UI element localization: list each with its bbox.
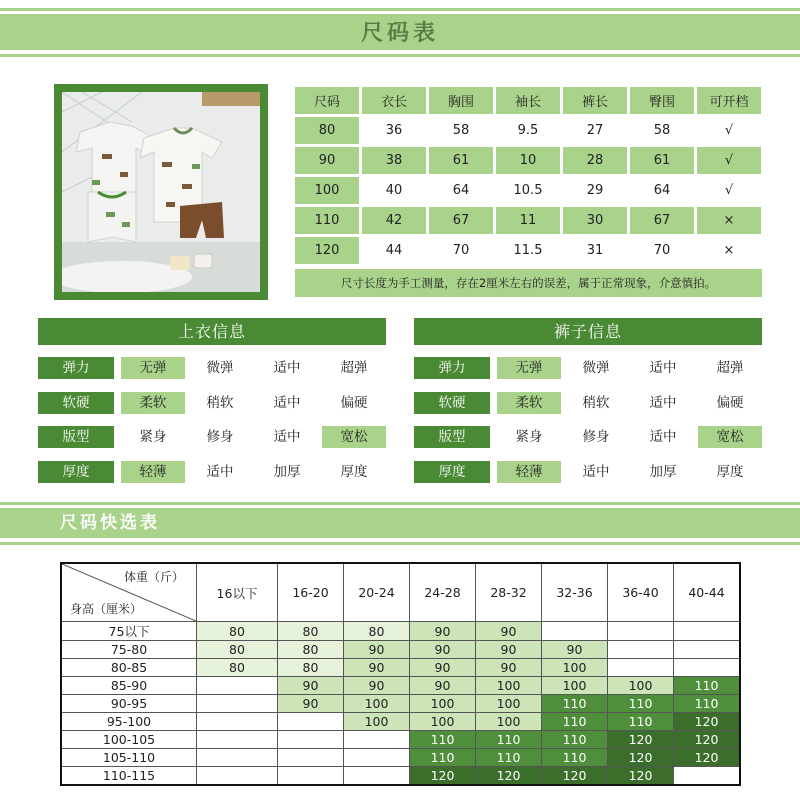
weight-header: 20-24 (344, 563, 410, 622)
table-row (295, 147, 761, 174)
table-cell: 9.5 (496, 117, 560, 144)
table-cell: 30 (563, 207, 627, 234)
header-cell: 衣长 (362, 87, 426, 114)
header-cell: 可开档 (697, 87, 761, 114)
table-cell: 67 (429, 207, 493, 234)
info-option: 适中 (649, 429, 677, 445)
size-cell: 90 (278, 695, 344, 713)
table-cell: 40 (362, 177, 426, 204)
quick-row (61, 713, 740, 731)
quick-row (61, 622, 740, 641)
size-cell: 120 (542, 767, 608, 786)
info-option: 紧身 (515, 429, 543, 445)
table-cell: 11.5 (496, 237, 560, 264)
size-cell: 90 (476, 641, 542, 659)
size-cell (542, 622, 608, 641)
table-cell: 44 (362, 237, 426, 264)
table-cell: × (697, 237, 761, 264)
size-cell: 100 (344, 713, 410, 731)
weight-header: 24-28 (410, 563, 476, 622)
product-photo-illustration (62, 92, 260, 292)
size-cell: 110 (410, 731, 476, 749)
size-cell: 100 (542, 677, 608, 695)
table-cell: 58 (630, 117, 694, 144)
quick-row (61, 641, 740, 659)
size-cell: 100 (476, 677, 542, 695)
size-cell (674, 659, 741, 677)
info-label: 软硬 (38, 392, 114, 414)
size-cell: 110 (542, 695, 608, 713)
size-cell: 120 (674, 749, 741, 767)
info-option: 适中 (582, 464, 610, 480)
banner-bottom-line (0, 54, 800, 57)
table-cell: 42 (362, 207, 426, 234)
size-cell: 110 (476, 749, 542, 767)
size-cell: 120 (410, 767, 476, 786)
size-cell (674, 767, 741, 786)
height-axis-label: 身高（厘米） (70, 602, 143, 616)
height-range-cell: 110-115 (61, 767, 197, 786)
size-cell: 100 (410, 713, 476, 731)
info-label: 版型 (414, 426, 490, 448)
size-cell: 90 (476, 622, 542, 641)
table-cell: 36 (362, 117, 426, 144)
table-cell: 10 (496, 147, 560, 174)
weight-axis-label: 体重（斤） (123, 570, 184, 584)
size-table-header (295, 87, 761, 114)
info-label: 厚度 (38, 461, 114, 483)
weight-header: 16-20 (278, 563, 344, 622)
table-cell: √ (697, 147, 761, 174)
size-cell (278, 731, 344, 749)
weight-header: 40-44 (674, 563, 741, 622)
table-cell: 120 (295, 237, 359, 264)
info-option-selected: 无弹 (121, 357, 185, 379)
size-cell: 80 (197, 659, 278, 677)
header-cell: 尺码 (295, 87, 359, 114)
quick-header-row (61, 563, 740, 622)
info-option: 厚度 (340, 464, 368, 480)
size-cell: 120 (608, 767, 674, 786)
size-cell (197, 749, 278, 767)
info-option: 加厚 (649, 464, 677, 480)
info-label: 版型 (38, 426, 114, 448)
info-option: 超弹 (340, 360, 368, 376)
table-cell: 61 (630, 147, 694, 174)
height-range-cell: 95-100 (61, 713, 197, 731)
size-cell (197, 677, 278, 695)
size-cell: 110 (476, 731, 542, 749)
size-cell (278, 749, 344, 767)
info-option: 稍软 (206, 395, 234, 411)
table-cell: 58 (429, 117, 493, 144)
table-row (295, 207, 761, 234)
table-cell: 11 (496, 207, 560, 234)
quick-row (61, 677, 740, 695)
size-cell: 80 (278, 641, 344, 659)
info-option: 适中 (649, 395, 677, 411)
size-cell: 110 (674, 677, 741, 695)
info-option: 偏硬 (716, 395, 744, 411)
info-option: 适中 (273, 395, 301, 411)
size-cell: 100 (608, 677, 674, 695)
size-cell: 80 (197, 622, 278, 641)
size-cell: 100 (476, 713, 542, 731)
pants-info-title: 裤子信息 (414, 318, 762, 345)
size-cell: 100 (476, 695, 542, 713)
size-cell: 90 (542, 641, 608, 659)
size-cell: 110 (542, 731, 608, 749)
info-label: 弹力 (38, 357, 114, 379)
quick-row (61, 767, 740, 786)
info-option: 适中 (273, 360, 301, 376)
product-photo (62, 92, 260, 292)
diagonal-header-cell (61, 563, 197, 622)
weight-header: 16以下 (197, 563, 278, 622)
size-cell (197, 767, 278, 786)
header-cell: 胸围 (429, 87, 493, 114)
size-cell: 90 (410, 622, 476, 641)
size-cell: 110 (608, 713, 674, 731)
info-option-selected: 轻薄 (121, 461, 185, 483)
size-cell: 120 (674, 731, 741, 749)
table-cell: 28 (563, 147, 627, 174)
size-cell: 120 (476, 767, 542, 786)
size-cell (674, 622, 741, 641)
table-row (295, 117, 761, 144)
height-range-cell: 75-80 (61, 641, 197, 659)
weight-header: 32-36 (542, 563, 608, 622)
info-option: 稍软 (582, 395, 610, 411)
top-info-title: 上衣信息 (38, 318, 386, 345)
size-cell: 80 (197, 641, 278, 659)
table-cell: 64 (630, 177, 694, 204)
info-option-selected: 柔软 (121, 392, 185, 414)
size-cell (674, 641, 741, 659)
info-label: 软硬 (414, 392, 490, 414)
size-note: 尺寸长度为手工测量，存在2厘米左右的误差，属于正常现象，介意慎拍。 (295, 269, 762, 297)
size-cell: 90 (344, 659, 410, 677)
table-row (295, 237, 761, 264)
size-cell: 90 (410, 677, 476, 695)
size-cell (197, 731, 278, 749)
info-option-selected: 宽松 (322, 426, 386, 448)
size-cell: 110 (542, 749, 608, 767)
info-option: 厚度 (716, 464, 744, 480)
quick-banner-top-line (0, 502, 800, 505)
height-range-cell: 100-105 (61, 731, 197, 749)
table-cell: 80 (295, 117, 359, 144)
page-title: 尺码表 (360, 21, 439, 46)
quick-row (61, 731, 740, 749)
size-cell: 90 (410, 641, 476, 659)
info-option-selected: 无弹 (497, 357, 561, 379)
height-range-cell: 75以下 (61, 622, 197, 641)
quick-row (61, 659, 740, 677)
table-cell: 110 (295, 207, 359, 234)
size-cell: 90 (278, 677, 344, 695)
size-cell: 90 (410, 659, 476, 677)
info-label: 厚度 (414, 461, 490, 483)
table-cell: 100 (295, 177, 359, 204)
size-cell (608, 622, 674, 641)
size-cell (278, 713, 344, 731)
size-cell: 90 (344, 677, 410, 695)
info-option: 适中 (206, 464, 234, 480)
size-quick-table (60, 562, 741, 786)
table-cell: √ (697, 177, 761, 204)
weight-header: 36-40 (608, 563, 674, 622)
size-cell (278, 767, 344, 786)
header-cell: 臀围 (630, 87, 694, 114)
table-cell: 31 (563, 237, 627, 264)
height-range-cell: 105-110 (61, 749, 197, 767)
size-cell: 80 (278, 659, 344, 677)
size-cell (344, 767, 410, 786)
quick-row (61, 695, 740, 713)
size-cell: 120 (608, 731, 674, 749)
table-cell: 70 (630, 237, 694, 264)
height-range-cell: 85-90 (61, 677, 197, 695)
info-option-selected: 轻薄 (497, 461, 561, 483)
table-row (295, 177, 761, 204)
banner-top-line (0, 8, 800, 11)
info-label: 弹力 (414, 357, 490, 379)
size-cell (344, 731, 410, 749)
height-range-cell: 90-95 (61, 695, 197, 713)
quick-title: 尺码快选表 (60, 513, 160, 533)
table-cell: 70 (429, 237, 493, 264)
size-cell: 80 (278, 622, 344, 641)
size-table (292, 84, 764, 267)
info-option: 适中 (649, 360, 677, 376)
table-cell: 67 (630, 207, 694, 234)
quick-banner-bottom-line (0, 542, 800, 545)
info-option: 适中 (273, 429, 301, 445)
table-cell: √ (697, 117, 761, 144)
size-cell: 90 (344, 641, 410, 659)
header-cell: 袖长 (496, 87, 560, 114)
header-cell: 裤长 (563, 87, 627, 114)
info-option: 微弹 (206, 360, 234, 376)
table-cell: 90 (295, 147, 359, 174)
info-option-selected: 宽松 (698, 426, 762, 448)
size-cell: 100 (410, 695, 476, 713)
size-cell: 110 (608, 695, 674, 713)
info-option-selected: 柔软 (497, 392, 561, 414)
size-cell: 80 (344, 622, 410, 641)
size-cell (608, 641, 674, 659)
table-cell: 38 (362, 147, 426, 174)
size-cell: 120 (608, 749, 674, 767)
table-cell: 10.5 (496, 177, 560, 204)
size-cell: 100 (542, 659, 608, 677)
size-cell (197, 713, 278, 731)
size-cell (197, 695, 278, 713)
info-option: 微弹 (582, 360, 610, 376)
size-cell: 90 (476, 659, 542, 677)
table-cell: 64 (429, 177, 493, 204)
quick-row (61, 749, 740, 767)
size-cell: 110 (410, 749, 476, 767)
table-cell: 61 (429, 147, 493, 174)
size-cell (344, 749, 410, 767)
table-cell: 27 (563, 117, 627, 144)
height-range-cell: 80-85 (61, 659, 197, 677)
info-option: 加厚 (273, 464, 301, 480)
info-option: 修身 (206, 429, 234, 445)
table-cell: 29 (563, 177, 627, 204)
info-option: 偏硬 (340, 395, 368, 411)
size-cell (608, 659, 674, 677)
info-option: 超弹 (716, 360, 744, 376)
weight-header: 28-32 (476, 563, 542, 622)
size-cell: 110 (674, 695, 741, 713)
size-cell: 120 (674, 713, 741, 731)
size-cell: 100 (344, 695, 410, 713)
size-cell: 110 (542, 713, 608, 731)
info-option: 修身 (582, 429, 610, 445)
info-option: 紧身 (139, 429, 167, 445)
table-cell: × (697, 207, 761, 234)
